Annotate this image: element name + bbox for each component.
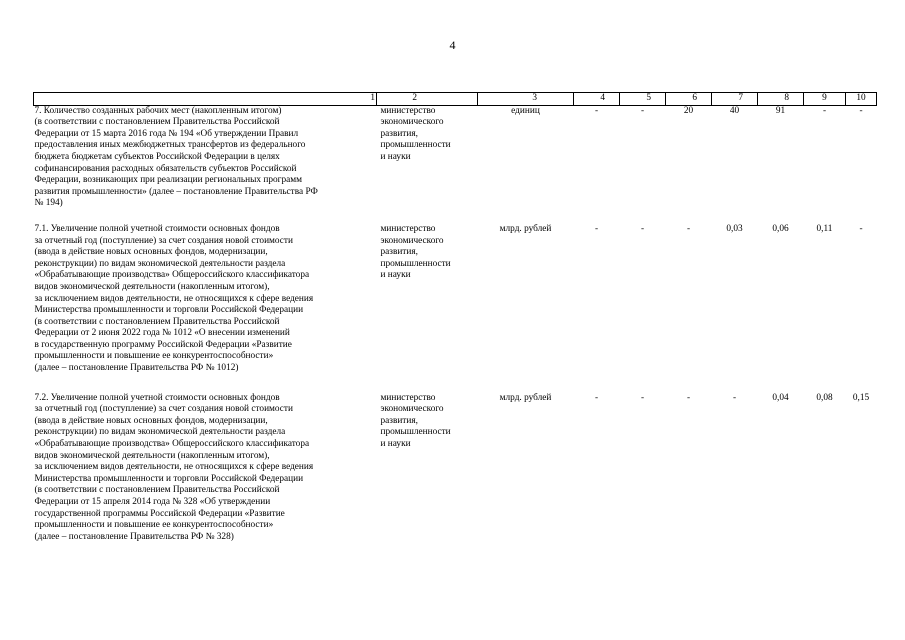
header-col-4: 4 (574, 93, 620, 106)
description-line: (ввода в действие новых основных фондов, модернизации, (34, 415, 268, 426)
row-value-col-5: - (640, 223, 645, 234)
description-line: Министерства промышленности и торговли Российской Федерации (34, 305, 304, 316)
agency-line: промышленности (380, 140, 451, 151)
row-value-col-10: - (859, 223, 863, 234)
row-value-col-7: 0,03 (726, 223, 743, 234)
row-value-col-5: - (640, 392, 645, 403)
row-value-col-10: 0,15 (852, 392, 870, 403)
header-col-6: 6 (666, 93, 712, 106)
description-line: «Обрабатывающие производства» Общероссийского классификатора (34, 439, 310, 450)
agency-line: и науки (380, 270, 411, 281)
agency-line: развития, (380, 415, 418, 426)
description-line: развития промышленности» (далее – постановление Правительства РФ (34, 186, 318, 197)
row-unit: млрд. рублей (499, 392, 552, 403)
row-value-col-4: - (594, 105, 599, 116)
row-description (34, 224, 377, 393)
description-line: промышленности и повышение ее конкурентоспособности» (34, 520, 274, 531)
description-line: за исключением видов деятельности, не относящихся к сфере ведения (34, 293, 314, 304)
header-col-5: 5 (620, 93, 666, 106)
row-value-col-4: - (594, 392, 599, 403)
table-row (34, 105, 877, 224)
row-value-col-6: - (686, 392, 691, 403)
row-value-col-8: 91 (775, 105, 786, 116)
row-value-col-9: 0,11 (816, 223, 833, 234)
description-line: Федерации от 15 марта 2016 года № 194 «Об утверждении Правил (34, 128, 299, 139)
description-line: № 194) (34, 198, 63, 209)
page-number: 4 (449, 38, 456, 52)
row-unit: единиц (511, 105, 540, 116)
agency-line: развития, (380, 247, 418, 258)
agency-line: и науки (380, 439, 411, 450)
row-description (34, 393, 377, 544)
row-value-col-5: - (640, 105, 645, 116)
description-line: 7.1. Увеличение полной учетной стоимости основных фондов (34, 223, 280, 234)
description-line: государственной программы Российской Федерации «Развитие (34, 508, 285, 519)
header-col-3: 3 (478, 93, 574, 106)
description-line: реконструкции) по видам экономической деятельности раздела (34, 258, 286, 269)
row-value-col-8: 0,04 (772, 392, 789, 403)
description-line: Федерации, возникающих при реализации региональных программ (34, 175, 302, 186)
row-value-col-7: 40 (729, 105, 740, 116)
description-line: 7. Количество созданных рабочих мест (накопленным итогом) (34, 105, 282, 116)
agency-line: экономического (380, 404, 444, 415)
row-agency (377, 224, 478, 393)
description-line: в государственную программу Российской Федерации «Развитие (34, 339, 292, 350)
agency-line: промышленности (380, 427, 451, 438)
agency-line: промышленности (380, 258, 451, 269)
description-line: видов экономической деятельности (накопленным итогом), (34, 450, 270, 461)
description-line: (далее – постановление Правительства РФ № 1012) (34, 363, 239, 374)
agency-line: министерство (380, 392, 436, 403)
table-row (34, 393, 877, 544)
row-value-col-8: 0,06 (772, 223, 789, 234)
row-value-col-10: - (859, 105, 863, 116)
description-line: «Обрабатывающие производства» Общероссийского классификатора (34, 270, 310, 281)
agency-line: экономического (380, 117, 444, 128)
description-line: за отчетный год (поступление) за счет создания новой стоимости (34, 235, 293, 246)
header-col-7: 7 (712, 93, 758, 106)
description-line: софинансирования расходных обязательств субъектов Российской (34, 163, 297, 174)
table-row (34, 224, 877, 393)
description-line: 7.2. Увеличение полной учетной стоимости основных фондов (34, 392, 280, 403)
agency-line: и науки (380, 151, 411, 162)
description-line: видов экономической деятельности (накопленным итогом), (34, 281, 270, 292)
row-value-col-9: 0,08 (816, 392, 833, 403)
description-line: (ввода в действие новых основных фондов, модернизации, (34, 247, 268, 258)
description-line: Федерации от 2 июня 2022 года № 1012 «О внесении изменений (34, 328, 290, 339)
header-col-8: 8 (758, 93, 804, 106)
description-line: за исключением видов деятельности, не относящихся к сфере ведения (34, 462, 314, 473)
agency-line: министерство (380, 223, 436, 234)
description-line: промышленности и повышение ее конкурентоспособности» (34, 351, 274, 362)
agency-line: министерство (380, 105, 436, 116)
indicators-table (33, 92, 877, 543)
description-line: реконструкции) по видам экономической деятельности раздела (34, 427, 286, 438)
description-line: (далее – постановление Правительства РФ № 328) (34, 531, 234, 542)
row-value-col-4: - (594, 223, 599, 234)
description-line: Министерства промышленности и торговли Российской Федерации (34, 473, 304, 484)
row-value-col-7: - (732, 392, 737, 403)
row-value-col-9: - (822, 105, 827, 116)
description-line: (в соответствии с постановлением Правительства Российской (34, 117, 280, 128)
header-col-2: 2 (377, 93, 478, 106)
agency-line: развития, (380, 128, 418, 139)
header-col-9: 9 (804, 93, 846, 106)
description-line: (в соответствии с постановлением Правительства Российской (34, 485, 280, 496)
header-row (34, 93, 877, 106)
row-description (34, 105, 377, 224)
header-col-10: 10 (846, 93, 877, 106)
description-line: предоставления иных межбюджетных трансфертов из федерального (34, 140, 306, 151)
row-value-col-6: 20 (683, 105, 694, 116)
row-agency (377, 105, 478, 224)
row-unit: млрд. рублей (499, 223, 552, 234)
description-line: бюджета бюджетам субъектов Российской Федерации в целях (34, 151, 280, 162)
header-col-1: 1 (34, 93, 377, 106)
description-line: Федерации от 15 апреля 2014 года № 328 «Об утверждении (34, 497, 271, 507)
description-line: (в соответствии с постановлением Правительства Российской (34, 316, 280, 327)
row-agency (377, 393, 478, 544)
description-line: за отчетный год (поступление) за счет создания новой стоимости (34, 404, 293, 415)
row-value-col-6: - (686, 223, 691, 234)
agency-line: экономического (380, 235, 444, 246)
